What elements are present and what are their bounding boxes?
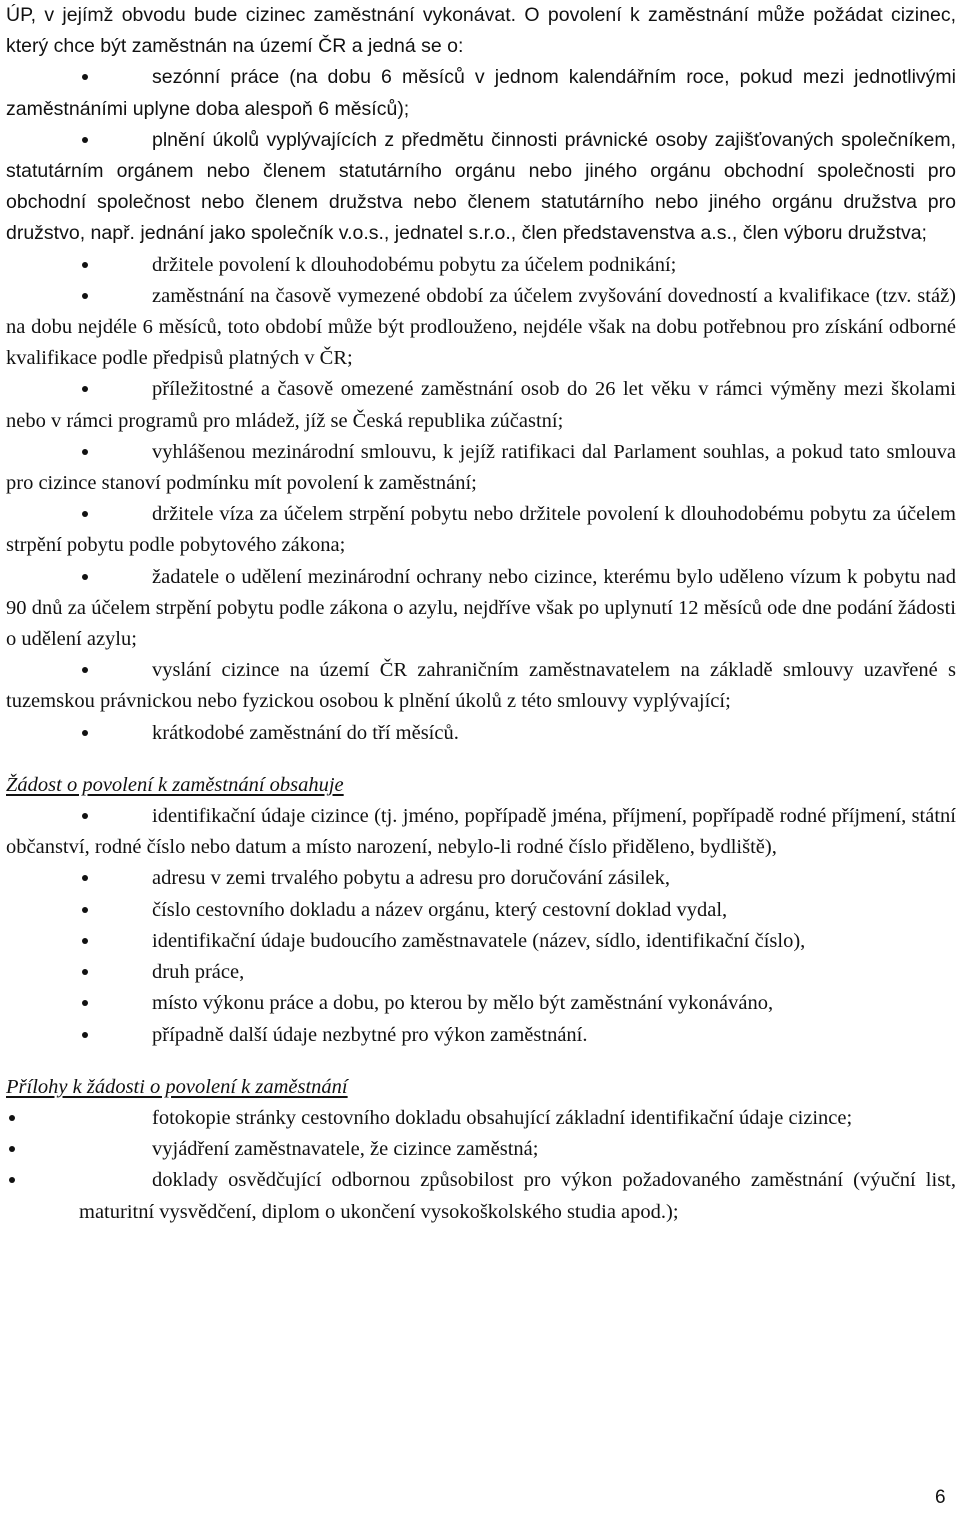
application-heading: Žádost o povolení k zaměstnání obsahuje — [6, 773, 344, 796]
list-item: číslo cestovního dokladu a název orgánu, který cestovní doklad vydal, — [6, 895, 956, 926]
list-item: krátkodobé zaměstnání do tří měsíců. — [6, 718, 956, 749]
list-item: příležitostné a časově omezené zaměstnání osob do 26 let věku v rámci výměny mezi školami nebo v rámci programů pro mládež, jíž se Česká republika zúčastní; — [6, 374, 956, 436]
list-item: vyjádření zaměstnavatele, že cizince zaměstná; — [6, 1134, 956, 1165]
list-item: fotokopie stránky cestovního dokladu obsahující základní identifikační údaje cizince; — [6, 1103, 956, 1134]
attachments-heading: Přílohy k žádosti o povolení k zaměstnání — [6, 1075, 348, 1098]
list-item: držitele víza za účelem strpění pobytu nebo držitele povolení k dlouhodobému pobytu za účelem strpění pobytu podle pobytového zákona; — [6, 499, 956, 561]
list-item: případně další údaje nezbytné pro výkon zaměstnání. — [6, 1020, 956, 1051]
list-item: druh práce, — [6, 957, 956, 988]
page-number: 6 — [935, 1487, 946, 1508]
list-item: vyslání cizince na území ČR zahraničním zaměstnavatelem na základě smlouvy uzavřené s tuzemskou právnickou nebo fyzickou osobou k plnění úkolů z této smlouvy vyplývající; — [6, 655, 956, 717]
list-item: vyhlášenou mezinárodní smlouvu, k jejíž ratifikaci dal Parlament souhlas, a pokud tato smlouva pro cizince stanoví podmínku mít povolení k zaměstnání; — [6, 437, 956, 499]
list-item: žadatele o udělení mezinárodní ochrany nebo cizince, kterému bylo uděleno vízum k pobytu nad 90 dnů za účelem strpění pobytu podle zákona o azylu, nejdříve však po uplynutí 12 měsíců ode dne podání žádosti o udělení azylu; — [6, 562, 956, 656]
intro-paragraph: ÚP, v jejímž obvodu bude cizinec zaměstnání vykonávat. O povolení k zaměstnání může požádat cizinec, který chce být zaměstnán na území ČR a jedná se o: — [6, 4, 956, 58]
list-item: držitele povolení k dlouhodobému pobytu za účelem podnikání; — [6, 250, 956, 281]
list-item: sezónní práce (na dobu 6 měsíců v jednom kalendářním roce, pokud mezi jednotlivými zaměstnáními uplyne doba alespoň 6 měsíců); — [6, 62, 956, 124]
list-item: identifikační údaje budoucího zaměstnavatele (název, sídlo, identifikační číslo), — [6, 926, 956, 957]
list-item: doklady osvědčující odbornou způsobilost pro výkon požadovaného zaměstnání (výuční list, maturitní vysvědčení, diplom o ukončení vysokoškolského studia apod.); — [6, 1165, 956, 1227]
document-page — [6, 0, 956, 1228]
list-item: zaměstnání na časově vymezené období za účelem zvyšování dovedností a kvalifikace (tzv. stáž) na dobu nejdéle 6 měsíců, toto období může být prodlouženo, nejdéle však na dobu potřebnou pro získání odborné kvalifikace podle předpisů platných v ČR; — [6, 281, 956, 375]
list-item: identifikační údaje cizince (tj. jméno, popřípadě jména, příjmení, popřípadě rodné příjmení, státní občanství, rodné číslo nebo datum a místo narození, nebylo-li rodné číslo přiděleno, bydliště), — [6, 801, 956, 863]
list-item: plnění úkolů vyplývajících z předmětu činnosti právnické osoby zajišťovaných společníkem, statutárním orgánem nebo členem statutárního orgánu nebo jiného orgánu obchodní společnosti pro obchodní společnost nebo členem družstva nebo členem statutárního nebo jiného orgánu družstva pro družstvo, např. jednání jako společník v.o.s., jednatel s.r.o., člen představenstva a.s., člen výboru družstva; — [6, 125, 956, 250]
list-item: adresu v zemi trvalého pobytu a adresu pro doručování zásilek, — [6, 863, 956, 894]
list-item: místo výkonu práce a dobu, po kterou by mělo být zaměstnání vykonáváno, — [6, 988, 956, 1019]
